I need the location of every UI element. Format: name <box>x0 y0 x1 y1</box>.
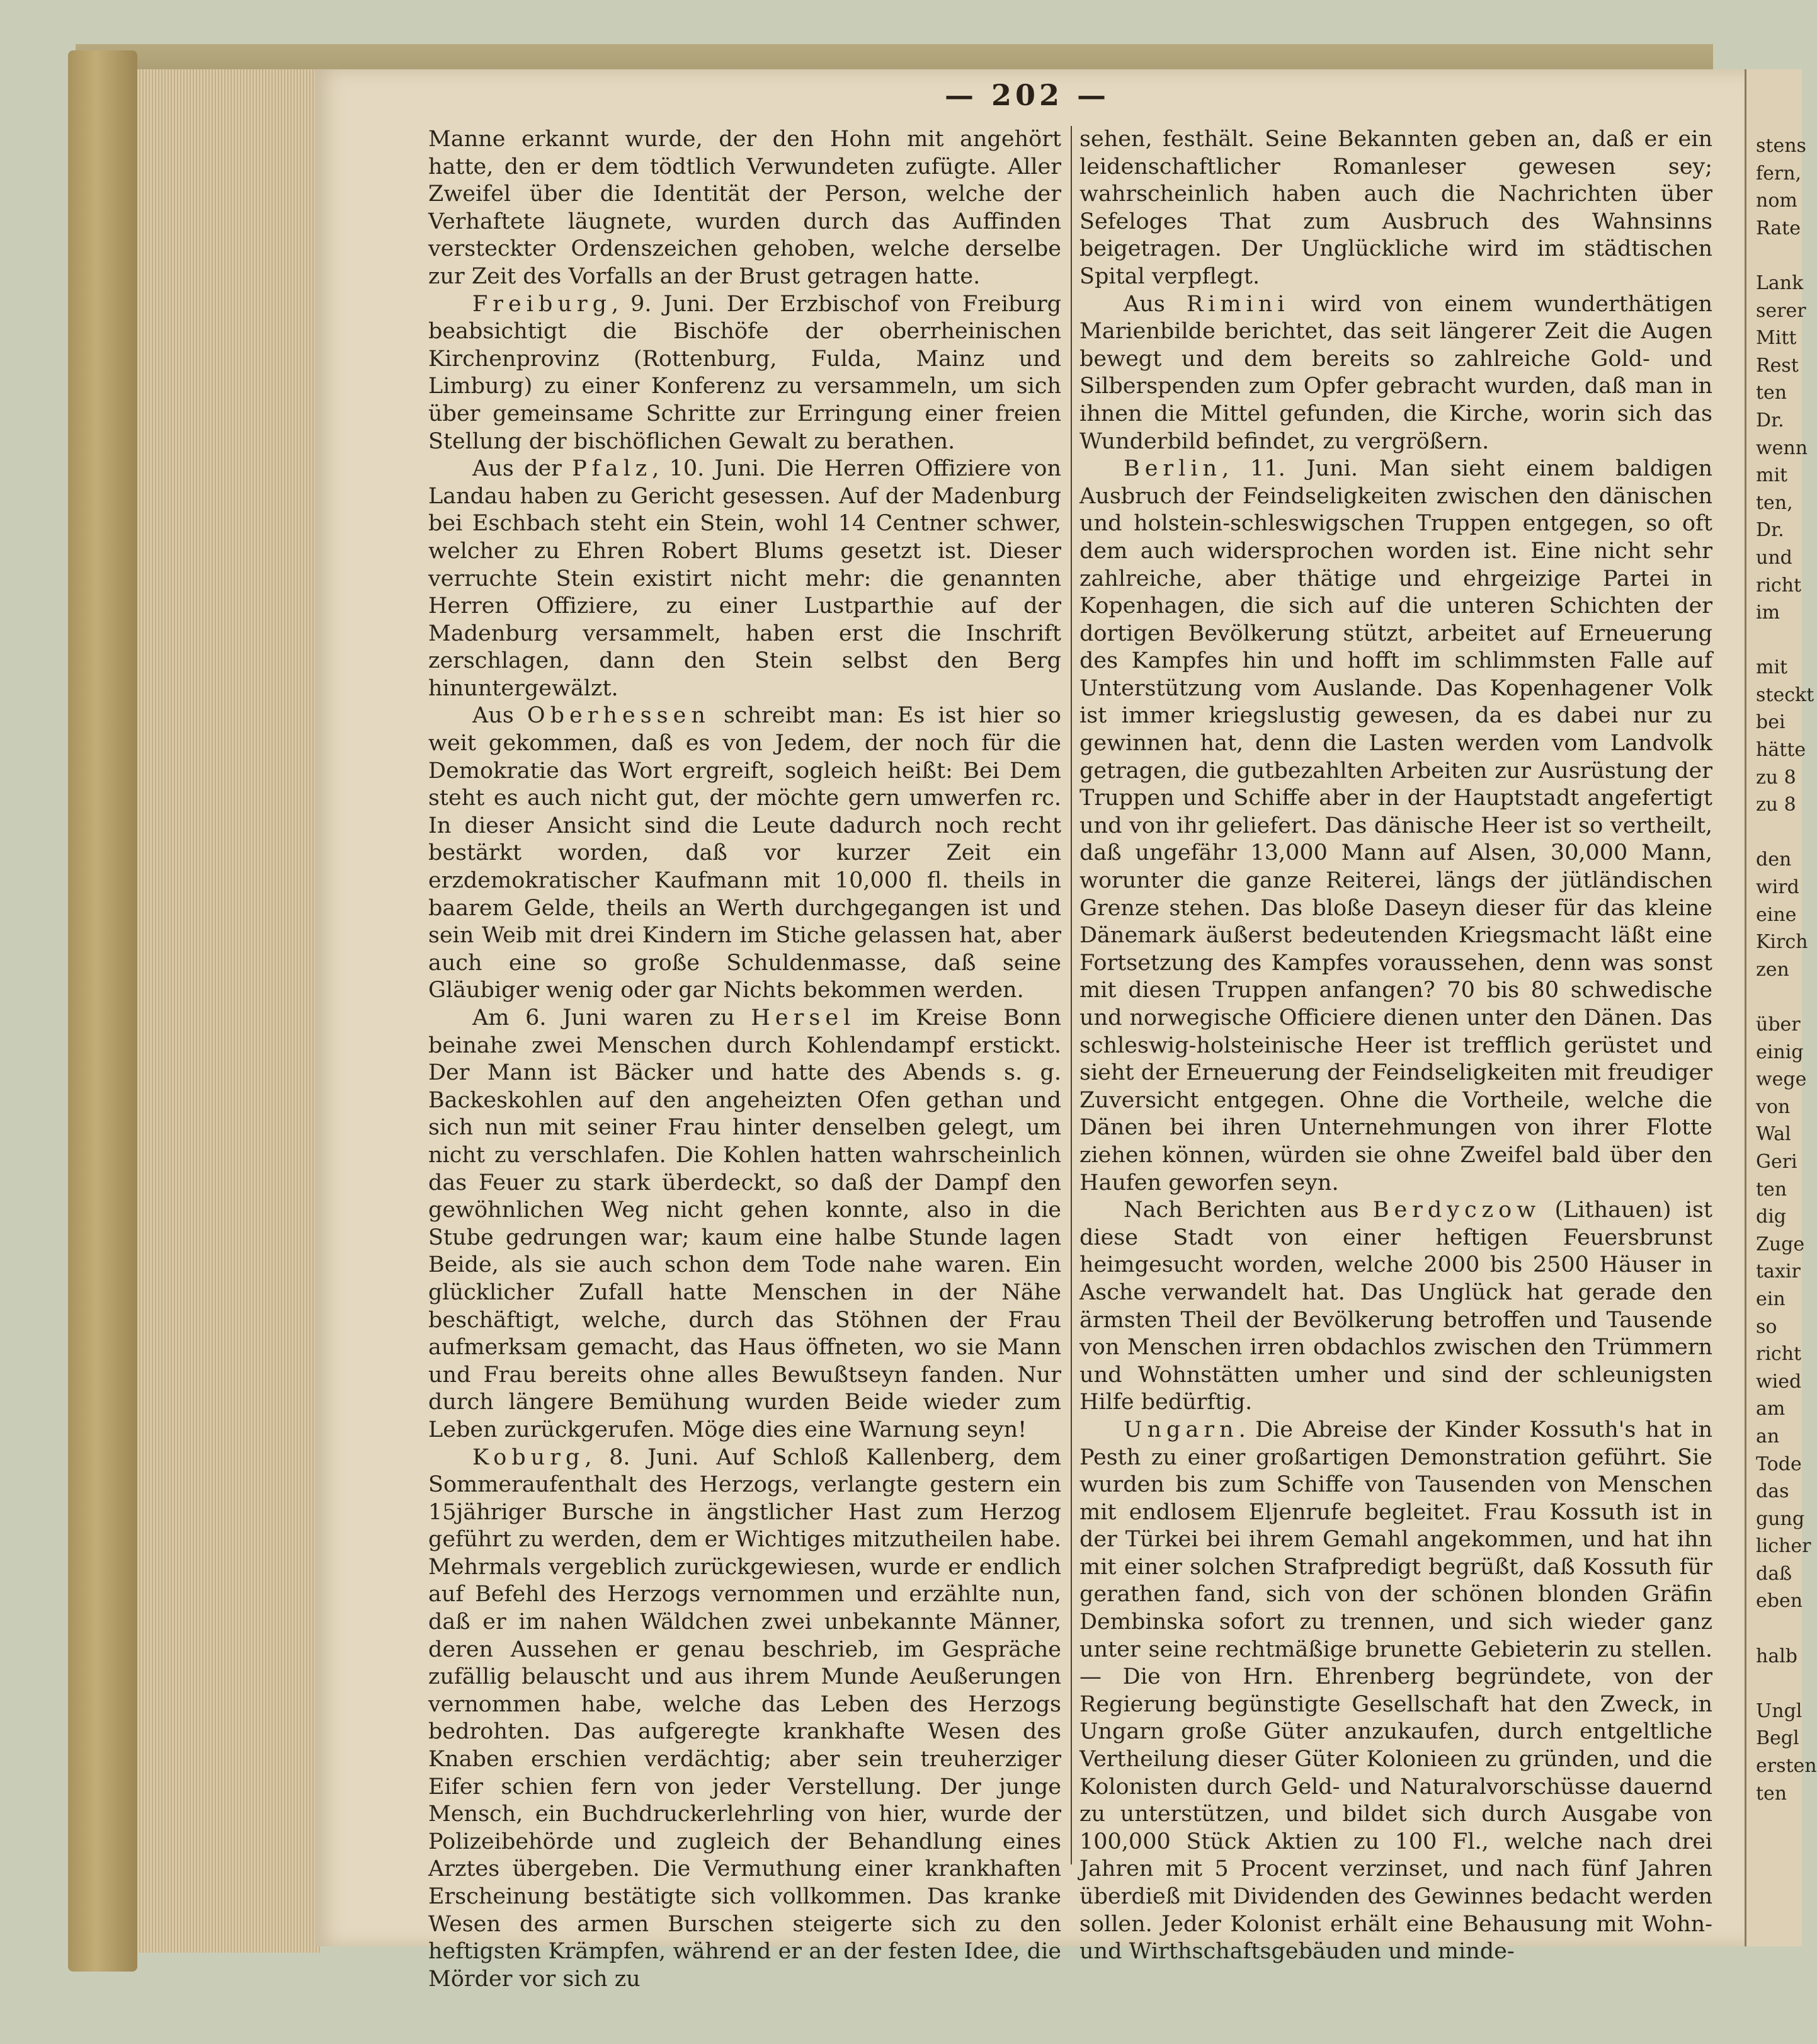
margin-fragment: zen <box>1756 958 1789 981</box>
paragraph-lead: Nach Berichten aus <box>1124 1197 1373 1223</box>
dateline-place: Pfalz <box>572 456 652 482</box>
margin-fragment: nom <box>1756 190 1797 212</box>
margin-fragment: eben <box>1756 1590 1803 1613</box>
paragraph-text: im Kreise Bonn beinahe zwei Menschen durch Kohlendampf erstickt. Der Mann ist Bäcker und hatte des Abends s. g. Backeskohlen auf den angeheizten Ofen gethan und sich nun mit seiner Frau hinter denselben gelegt, um nicht zu verschlafen. Die Kohlen hatten wahrscheinlich das Feuer zu stark überdeckt, so daß der Dampf den gewöhnlichen Weg nicht gehen konnte, also in die Stube gedrungen war; kaum eine halbe Stunde lagen Beide, als sie auch schon dem Tode nahe waren. Ein glücklicher Zufall hatte Menschen in der Nähe beschäftigt, welche, durch das Stöhnen der Frau aufmerksam gemacht, das Haus öffneten, wo sie Mann und Frau bereits ohne alles Bewußtseyn fanden. Nur durch längere Bemühung wurden Beide wieder zum Leben zurückgerufen. Möge dies eine Warnung seyn! <box>428 1005 1062 1442</box>
margin-fragment: im <box>1756 602 1780 624</box>
margin-fragment: Dr. <box>1756 409 1784 431</box>
article-paragraph <box>1079 291 1712 456</box>
paragraph-text: , 8. Juni. Auf Schloß Kallenberg, dem Sommeraufenthalt des Herzogs, verlangte gestern ein 15jähriger Bursche in ängstlicher Hast zum Herzog geführt zu werden, dem er Wichtiges mitzutheilen habe. Mehrmals vergeblich zurückgewiesen, wurde er endlich auf Befehl des Herzogs vernommen und erzählte nun, daß er im nahen Wäldchen zwei unbekannte Männer, deren Aussehen er genau beschrieb, im Gespräche zufällig belauscht und aus ihrem Munde Aeußerungen vernommen habe, welche das Leben des Herzogs bedrohten. Das aufgeregte krankhafte Wesen des Knaben erschien verdächtig; aber sein treuherziger Eifer schien fern von jeder Verstellung. Der junge Mensch, ein Buchdruckerlehrling von hier, wurde der Polizeibehörde und zugleich der Behandlung eines Arztes übergeben. Die Vermuthung einer krankhaften Erscheinung bestätigte sich vollkommen. Das kranke Wesen des armen Burschen steigerte sich zu den heftigsten Krämpfen, während er an der festen Idee, die Mörder vor sich zu <box>428 1444 1061 1992</box>
left-column <box>428 126 1061 1993</box>
paragraph-text: Manne erkannt wurde, der den Hohn mit angehört hatte, den er dem tödtlich Verwundeten zufügte. Aller Zweifel über die Identität der Person, welche der Verhaftete läugnete, wurden durch das Auffinden versteckter Ordenszeichen gehoben, welche derselbe zur Zeit des Vorfalls an der Brust getragen hatte. <box>428 127 1061 289</box>
margin-fragment: von <box>1756 1095 1791 1118</box>
margin-fragment: Ungl <box>1756 1699 1803 1722</box>
margin-fragment: das <box>1756 1480 1789 1503</box>
margin-fragment: Mitt <box>1756 327 1797 350</box>
paragraph-text: , 9. Juni. Der Erzbischof von Freiburg beabsichtigt die Bischöfe der oberrheinischen Kirchenprovinz (Rottenburg, Fulda, Mainz und Limburg) zu einer Konferenz zu versammeln, um sich über gemeinsame Schritte zur Erringung einer freien Stellung der bischöflichen Gewalt zu berathen. <box>428 291 1061 454</box>
margin-fragment: wenn <box>1756 437 1808 459</box>
dateline-place: Berdyczow <box>1372 1197 1541 1223</box>
margin-fragment: Zuge <box>1756 1233 1805 1255</box>
margin-fragment: ten <box>1756 1782 1787 1805</box>
margin-fragment: richt <box>1756 1343 1802 1366</box>
margin-fragment: einig <box>1756 1041 1804 1063</box>
page-edges <box>137 69 320 1953</box>
margin-fragment: wird <box>1756 876 1799 899</box>
margin-fragment: serer <box>1756 299 1806 322</box>
dateline-place: Berlin <box>1124 456 1222 482</box>
right-column <box>1079 126 1712 1966</box>
article-paragraph <box>428 702 1061 1005</box>
margin-fragment: Wal <box>1756 1123 1791 1146</box>
paragraph-text: (Lithauen) ist diese Stadt von einer heftigen Feuersbrunst heimgesucht worden, welche 2000 bis 2500 Häuser in Asche verwandelt hat. Das Unglück hat gerade den ärmsten Theil der Bevölkerung betroffen und Tausende von Menschen irren obdachlos zwischen den Trümmern und Wohnstätten umher und sind der schleunigsten Hilfe bedürftig. <box>1079 1197 1712 1415</box>
paragraph-lead: Am 6. Juni waren zu <box>472 1005 751 1031</box>
margin-fragment: stens <box>1756 135 1806 157</box>
margin-fragment <box>1756 627 1806 654</box>
article-paragraph <box>1079 1197 1712 1417</box>
margin-fragment: mit <box>1756 656 1788 679</box>
margin-fragment: Rate <box>1756 217 1801 239</box>
paragraph-text: . Die Abreise der Kinder Kossuth's hat in Pesth zu einer großartigen Demonstration geführt. Sie wurden bis zum Schiffe von Tausenden von Menschen mit endlosem Eljenrufe begleitet. Frau Kossuth ist in der Türkei bei ihrem Gemahl angekommen, und hat ihn mit einer solchen Strafpredigt begrüßt, daß Kossuth für gerathen fand, sich von der schönen blonden Gräfin Dembinska sofort zu trennen, und sich wieder ganz unter seine rechtmäßige brunette Gebieterin zu stellen. — Die von Hrn. Ehrenberg begründete, von der Regierung begünstigte Gesellschaft hat den Zweck, in Ungarn große Güter anzukaufen, durch entgeltliche Vertheilung dieser Güter Kolonieen zu gründen, und die Kolonisten durch Geld- und Naturalvorschüsse dauernd zu unterstützen, und bildet sich durch Ausgabe von 100,000 Stück Aktien zu 100 Fl., welche nach drei Jahren mit 5 Procent verzinset, und nach fünf Jahren überdieß mit Dividenden des Gewinnes bedacht werden sollen. Jeder Kolonist erhält eine Behausung mit Wohn- und Wirthschaftsgebäuden und minde- <box>1079 1417 1712 1965</box>
dateline-place: Oberhessen <box>527 703 710 729</box>
margin-fragment <box>1756 1615 1806 1643</box>
margin-fragment: ten <box>1756 1178 1787 1201</box>
margin-fragment <box>1756 1670 1806 1698</box>
dateline-place: Koburg <box>472 1444 585 1470</box>
margin-fragment: den <box>1756 848 1792 871</box>
dateline-place: Ungarn <box>1124 1417 1239 1442</box>
margin-fragment: steckt <box>1756 683 1814 706</box>
paragraph-lead: Aus <box>1124 291 1187 317</box>
margin-fragment: Begl <box>1756 1727 1799 1750</box>
margin-fragment: Rest <box>1756 354 1799 377</box>
margin-fragment: so <box>1756 1315 1777 1338</box>
article-paragraph <box>428 455 1061 702</box>
margin-fragment: zu 8 <box>1756 766 1796 789</box>
margin-fragment: Dr. <box>1756 519 1784 542</box>
article-paragraph <box>1079 126 1712 291</box>
next-page-fragments <box>1756 132 1817 1807</box>
margin-fragment: ten <box>1756 382 1787 404</box>
margin-fragment: und <box>1756 546 1792 569</box>
margin-fragment: ersten <box>1756 1755 1817 1778</box>
margin-fragment: ten, <box>1756 491 1793 514</box>
margin-fragment: gung <box>1756 1507 1805 1530</box>
dateline-place: Rimini <box>1186 291 1290 317</box>
margin-fragment: eine <box>1756 903 1797 926</box>
margin-fragment: halb <box>1756 1645 1798 1667</box>
margin-fragment: Lank <box>1756 271 1804 294</box>
margin-fragment: Tode <box>1756 1453 1802 1475</box>
paragraph-lead: Aus der <box>472 456 572 482</box>
article-paragraph <box>428 1444 1061 1994</box>
margin-fragment: an <box>1756 1425 1780 1447</box>
paragraph-text: , 10. Juni. Die Herren Offiziere von Landau haben zu Gericht gesessen. Auf der Madenburg bei Eschbach steht ein Stein, wohl 14 Centner schwer, welcher zu Ehren Robert Blums gesetzt ist. Dieser verruchte Stein existirt nicht mehr: die genannten Herren Offiziere, zu einer Lustparthie auf der Madenburg versammelt, haben erst die Inschrift zerschlagen, dann den Stein selbst den Berg hinuntergewälzt. <box>428 456 1061 701</box>
paragraph-text: wird von einem wunderthätigen Marienbilde berichtet, das seit längerer Zeit die Augen bewegt und dem bereits so zahlreiche Gold- und Silberspenden zum Opfer gebracht wurden, daß man in ihnen die Mittel gefunden, die Kirche, worin sich das Wunderbild befindet, zu vergrößern. <box>1079 291 1712 454</box>
margin-fragment: über <box>1756 1013 1801 1036</box>
margin-fragment: wege <box>1756 1068 1807 1091</box>
dateline-place: Hersel <box>751 1005 856 1031</box>
paragraph-text: sehen, festhält. Seine Bekannten geben an, daß er ein leidenschaftlicher Romanleser gewesen sey; wahrscheinlich haben auch die Nachrichten über Sefeloges That zum Ausbruch des Wahnsinns beigetragen. Der Unglückliche wird im städtischen Spital verpflegt. <box>1079 127 1712 289</box>
margin-fragment: fern, <box>1756 162 1802 185</box>
margin-fragment: am <box>1756 1398 1786 1420</box>
article-paragraph <box>428 291 1061 456</box>
page-number: — 202 — <box>945 78 1110 112</box>
margin-fragment: Kirch <box>1756 931 1808 954</box>
article-paragraph <box>428 1005 1061 1444</box>
margin-fragment <box>1756 242 1806 270</box>
article-paragraph <box>1079 1417 1712 1966</box>
paragraph-text: , 11. Juni. Man sieht einem baldigen Ausbruch der Feindseligkeiten zwischen den dänischen und holstein-schleswigschen Truppen entgegen, so oft dem auch widersprochen worden ist. Eine nicht sehr zahlreiche, aber thätige und ehrgeizige Partei in Kopenhagen, die sich auf die unteren Schichten der dortigen Bevölkerung stützt, arbeitet auf Erneuerung des Kampfes hin und hofft im schlimmsten Falle auf Unterstützung vom Auslande. Das Kopenhagener Volk ist immer kriegslustig gewesen, da es dabei nur zu gewinnen hat, denn die Lasten werden vom Landvolk getragen, die gutbezahlten Arbeiten zur Ausrüstung der Truppen und Schiffe aber in der Hauptstadt angefertigt und von ihr geliefert. Das dänische Heer ist so vertheilt, daß ungefähr 13,000 Mann auf Alsen, 30,000 Mann, worunter die ganze Reiterei, längs der jütländischen Grenze stehen. Das bloße Daseyn dieser für das kleine Dänemark äußerst bedeutenden Kriegsmacht läßt eine Fortsetzung des Kampfes voraussehen, denn was sonst mit diesen Truppen anfangen? 70 bis 80 schwedische und norwegische Officiere dienen unter den Dänen. Das schleswig-holsteinische Heer ist trefflich gerüstet und sieht der Erneuerung der Feindseligkeiten mit freudiger Zuversicht entgegen. Ohne die Vortheile, welche die Dänen bei ihren Unternehmungen von ihrer Flotte ziehen können, würden sie ohne Zweifel bald über den Haufen geworfen seyn. <box>1079 456 1712 1196</box>
margin-fragment: taxir <box>1756 1260 1801 1283</box>
dateline-place: Freiburg <box>472 291 612 317</box>
margin-fragment: wied <box>1756 1370 1802 1393</box>
article-paragraph <box>428 126 1061 291</box>
book-spine <box>68 50 137 1972</box>
paragraph-lead: Aus <box>472 703 527 729</box>
margin-fragment: hätte <box>1756 739 1806 762</box>
margin-fragment: licher <box>1756 1535 1811 1558</box>
margin-fragment: daß <box>1756 1562 1792 1585</box>
margin-fragment: dig <box>1756 1206 1787 1228</box>
margin-fragment: mit <box>1756 464 1788 487</box>
paragraph-text: schreibt man: Es ist hier so weit gekommen, daß es von Jedem, der noch für die Demokratie das Wort ergreift, sogleich heißt: Bei Dem steht es auch nicht gut, der möchte gern umwerfen rc. In dieser Ansicht sind die Leute dadurch noch recht bestärkt worden, daß vor kurzer Zeit ein erzdemokratischer Kaufmann mit 10,000 fl. theils in baarem Gelde, theils an Werth durchgegangen ist und sein Weib mit drei Kindern im Stiche gelassen hat, aber auch eine so große Schuldenmasse, daß seine Gläubiger wenig oder gar Nichts bekommen werden. <box>428 703 1061 1003</box>
margin-fragment <box>1756 983 1806 1011</box>
column-divider <box>1071 126 1072 1864</box>
article-paragraph <box>1079 455 1712 1197</box>
margin-fragment: bei <box>1756 711 1786 734</box>
margin-fragment: zu 8 <box>1756 794 1796 816</box>
margin-fragment: richt <box>1756 574 1802 597</box>
margin-fragment: ein <box>1756 1287 1786 1310</box>
margin-fragment: Geri <box>1756 1150 1797 1173</box>
margin-fragment <box>1756 819 1806 847</box>
